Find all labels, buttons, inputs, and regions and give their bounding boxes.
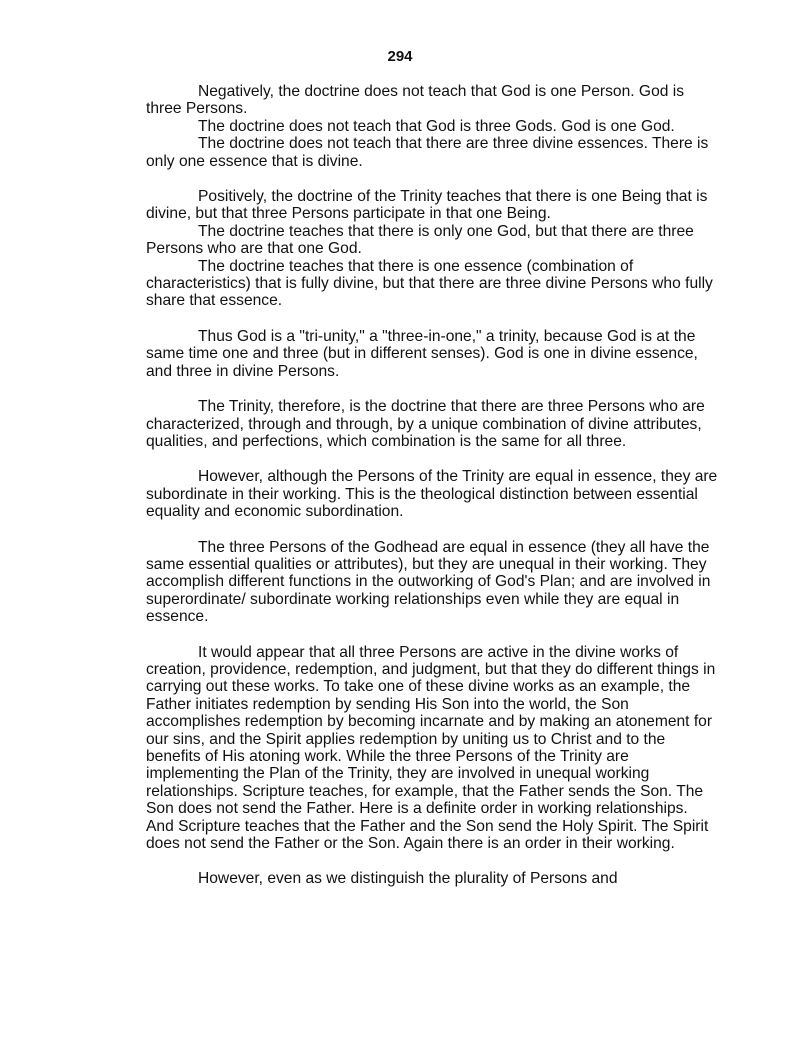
paragraph-trinity-definition: The Trinity, therefore, is the doctrine that there are three Persons who are characterized, through and through, by a unique combination of divine attributes, qualities, and perfections, which combination is the same for all three. — [146, 398, 705, 450]
paragraph-one-god-three-persons: The doctrine teaches that there is only one God, but that there are three Persons who are that one God. — [146, 222, 694, 258]
paragraph-not-three-gods: The doctrine does not teach that God is three Gods. God is one God. — [198, 117, 675, 135]
paragraph-tri-unity: Thus God is a "tri-unity," a "three-in-one," a trinity, because God is at the same time one and three (but in different senses). God is one in divine essence, and three in divine Persons. — [146, 327, 698, 380]
paragraph-one-essence: The doctrine teaches that there is one essence (combination of characteristics) that is fully divine, but that there are three divine Persons who fully share that essence. — [146, 257, 713, 310]
paragraph-divine-works: It would appear that all three Persons are active in the divine works of creation, providence, redemption, and judgment, but that they do different things in carrying out these works. To take one of these divine works as an example, the Father initiates redemption by sending His Son into the world, the Son accomplishes redemption by becoming incarnate and by making an atonement for our sins, and the Spirit applies redemption by uniting us to Christ and to the benefits of His atoning work. While the three Persons of the Trinity are implementing the Plan of the Trinity, they are involved in unequal working relationships. Scripture teaches, for example, that the Father sends the Son. The Son does not send the Father. Here is a definite order in working relationships. And Scripture teaches that the Father and the Son send the Holy Spirit. The Spirit does not send the Father or the Son. Again there is an order in their working. — [146, 643, 716, 853]
body-text — [146, 83, 718, 888]
paragraph-equal-in-essence: The three Persons of the Godhead are equal in essence (they all have the same essential qualities or attributes), but they are unequal in their working. They accomplish different functions in the outworking of God's Plan; and are involved in superordinate/ subordinate working relationships even while they are equal in essence. — [146, 538, 711, 626]
paragraph-negatively-one-person: Negatively, the doctrine does not teach that God is one Person. God is three Persons. — [146, 83, 685, 118]
paragraph-economic-subordination: However, although the Persons of the Trinity are equal in essence, they are subordinate in their working. This is the theological distinction between essential equality and economic subordination. — [146, 468, 718, 521]
paragraph-positively-one-being: Positively, the doctrine of the Trinity teaches that there is one Being that is divine, but that three Persons participate in that one Being. — [146, 188, 708, 223]
page-number: 294 — [387, 48, 413, 65]
paragraph-plurality-of-persons: However, even as we distinguish the plurality of Persons and — [198, 870, 618, 888]
paragraph-not-three-essences: The doctrine does not teach that there are three divine essences. There is only one essence that is divine. — [146, 135, 709, 170]
